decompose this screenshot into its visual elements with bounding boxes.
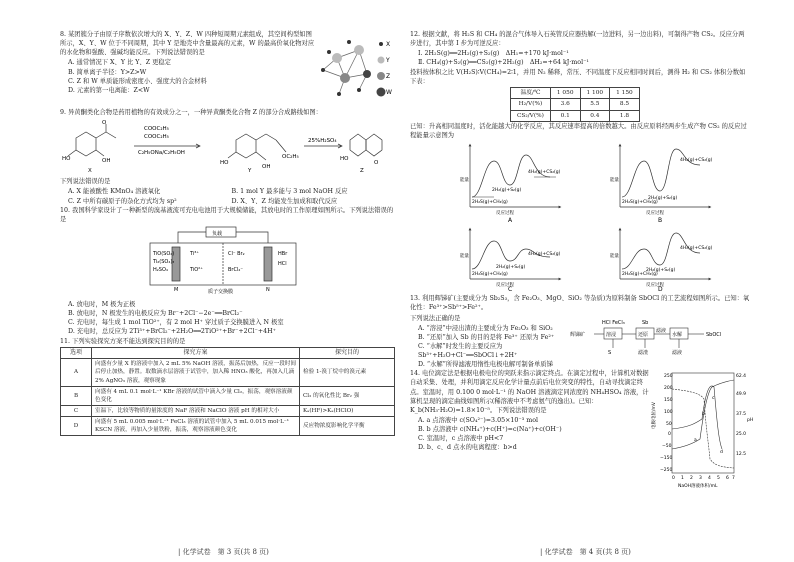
q14-xtick-7: 7 <box>732 476 735 482</box>
q12-cell: 0.1 <box>550 110 580 121</box>
q12-cell: H₂/V(%) <box>511 99 551 110</box>
q13-option-b: B. “还原”加入 Sb 的目的是将 Fe³⁺ 还原为 Fe²⁺ <box>418 333 555 341</box>
table-row <box>61 386 395 405</box>
q10-electrode-m: M <box>174 286 179 293</box>
q14-ytick-8: −250 <box>660 468 673 474</box>
q12-letter-d: D <box>658 286 663 294</box>
q14-ylabel: 电极电位/mV <box>652 402 657 430</box>
q11-table <box>60 347 395 437</box>
q8-option-a: A. 通常情况下 X、Y 比 Y、Z 更稳定 <box>68 59 171 67</box>
right-page <box>410 30 754 493</box>
q13-option-a: A. “溶浸”中浸出渣的主要成分为 Fe₂O₃ 和 SiO₂ <box>418 324 553 332</box>
q13-bottom-3: 滤液 <box>672 349 683 356</box>
q9-reagent-2: 25%H₂SO₄ <box>308 138 337 145</box>
q14-xtick-3: 3 <box>699 476 702 482</box>
q12-c-ylabel: 能量 <box>460 254 469 260</box>
q11-cell: 向盛有 4 mL 0.1 mol·L⁻¹ KBr 溶液的试管中滴入少量 Cl₂，振荡，观察溶液颜色变化 <box>92 386 300 405</box>
q13-bottom-2: 滤渣 <box>638 349 649 356</box>
q12-c-state-c: 2H₂(g)+S₂(g) <box>496 265 526 271</box>
q9-option-a: A. X 能被酸性 KMnO₄ 溶液氧化 <box>68 188 161 196</box>
q9-option-d: D. X、Y、Z 均能发生加成和取代反应 <box>231 197 338 205</box>
q12-cell: 8.5 <box>610 99 640 110</box>
q9-option-b: B. 1 mol Y 最多能与 3 mol NaOH 反应 <box>231 188 348 196</box>
q12-d-state-b: 4H₂(g)+CS₂(g) <box>680 246 713 252</box>
svg-text:Ti₂(SO₄)₃: Ti₂(SO₄)₃ <box>153 258 175 265</box>
q8-stem: 8. 某团簇分子由原子序数依次增大的 X、Y、Z、W 四种短周期元素组成，其空间构型如图所示，X、Y、W 位于不同周期，其中 Y 是地壳中含量最高的元素，W 的最高价氧化物对应的水化物和强酸、强碱均能反应。下列说法错误的是 <box>60 31 315 57</box>
q14-y2tick-3: 25.0 <box>736 432 747 438</box>
q11-header-option: 选项 <box>61 347 92 359</box>
q14-ytick-3: 100 <box>664 410 673 416</box>
q10-option-c: C. 充电时，每生成 1 mol TiO²⁺，有 2 mol H⁺ 穿过质子交换膜进入 N 极室 <box>68 319 284 327</box>
q14-ytick-5: 0 <box>668 432 671 438</box>
svg-text:HO: HO <box>62 156 71 163</box>
q11-cell: 检验 1-溴丁烷中的溴元素 <box>300 359 395 386</box>
q14-ytick-4: 50 <box>666 422 672 428</box>
q14-xtick-6: 6 <box>726 476 729 482</box>
q13-flow-product: SbOCl <box>706 331 722 338</box>
q13-option-d: D. “水解”所得滤液用惰性电极电解可制备单质锑 <box>418 361 553 369</box>
q12-cell: 温度/℃ <box>511 87 551 98</box>
q9-synthesis-route-figure <box>60 118 395 174</box>
q9-reagent-1b: COOC₂H₅ <box>144 134 169 141</box>
q14-ytick-1: 200 <box>664 386 673 392</box>
q13-process-flowchart <box>570 314 750 356</box>
q14-ytick-2: 150 <box>664 398 673 404</box>
q10-option-d: D. 充电时，总反应为 2Ti³⁺+BrCl₂⁻+2H₂O══2TiO²⁺+Br⁻+2Cl⁻+4H⁺ <box>68 328 276 336</box>
svg-text:HO: HO <box>220 160 229 167</box>
q14-y2tick-2: 37.5 <box>736 412 747 418</box>
q14-y2tick-1: 49.9 <box>736 392 747 398</box>
q12-letter-a: A <box>508 217 513 225</box>
q12-cell: 1 050 <box>550 87 580 98</box>
svg-text:Ti³⁺: Ti³⁺ <box>190 250 199 257</box>
q13-flow-hydrolysis: 水解 <box>672 331 683 338</box>
left-page-footer: | 化学试卷 第 3 页(共 8 页) <box>178 548 269 556</box>
q14-point-b: b <box>702 412 705 418</box>
q11-cell: C <box>61 405 92 416</box>
q13-flow-filtrate: 滤液 <box>656 327 667 334</box>
table-row <box>61 416 395 435</box>
q12-b-ylabel: 能量 <box>610 178 619 184</box>
q12-a-ylabel: 能量 <box>460 178 469 184</box>
q9-reagent-1c: C₂H₅ONa/C₂H₅OH <box>138 150 185 157</box>
left-page <box>60 30 395 436</box>
q14-option-c: C. 室温时，c 点溶液中 pH<7 <box>418 435 504 443</box>
q13-reagent-leach: HCl FeCl₃ <box>602 319 625 326</box>
svg-text:HBr: HBr <box>278 250 288 257</box>
q14-xtick-2: 2 <box>690 476 693 482</box>
q14-ytick-6: −50 <box>662 444 672 450</box>
question-10 <box>60 206 395 337</box>
q14-titration-plot <box>650 369 754 493</box>
q12-graph-d <box>610 229 713 293</box>
svg-text:OH: OH <box>262 164 271 171</box>
q14-option-d: D. b、c、d 点水的电离程度：b>d <box>418 444 517 452</box>
q9-reagent-1a: COOC₂H₅ <box>144 126 169 133</box>
q9-label-x: X <box>88 168 92 175</box>
q14-y2tick-4: 12.5 <box>736 452 747 458</box>
q12-graph-a <box>460 145 561 224</box>
q12-c-state-b: 4H₂(g)+CS₂(g) <box>528 252 561 258</box>
q12-a-state-b: 4H₂(g)+CS₂(g) <box>528 170 561 176</box>
q11-cell: 室温下，比较等物质的量浓度的 NaF 溶液和 NaClO 溶液 pH 的相对大小 <box>92 405 300 416</box>
q13-stem: 13. 利用辉锑矿(主要成分为 Sb₂S₃，含 Fe₂O₃、MgO、SiO₂ 等杂质)为原料制备 SbOCl 的工艺流程如图所示。已知：氧化性：Fe³⁺>Sb⁵⁺>Fe²⁺。 <box>410 295 750 312</box>
q11-cell: Cl₂ 的氧化性比 Br₂ 强 <box>300 386 395 405</box>
q12-a-state-a: 2H₂S(g)+CH₄(g) <box>472 200 508 206</box>
q8-option-b: B. 简单离子半径：Y>Z>W <box>68 68 147 76</box>
svg-text:Cl⁻ Br₂: Cl⁻ Br₂ <box>228 250 245 257</box>
q12-d-state-a: 2H₂S(g)+CH₄(g) <box>622 272 658 278</box>
q9-ask: 下列说法错误的是 <box>60 178 111 186</box>
q12-known: 已知：升高相同温度时，活化能越大的化学反应，其反应速率提高的倍数越大。由反应原料经两步生成产物 CS₂ 的反应过程能量示意图为 <box>410 122 747 140</box>
q12-reaction-2: Ⅱ. CH₄(g)+S₂(g)══CS₂(g)+2H₂(g) ΔH₂=+64 kJ·mol⁻¹ <box>418 59 589 67</box>
q11-cell: 反应物浓度影响化学平衡 <box>300 416 395 435</box>
q14-ytick-0: 250 <box>664 374 673 380</box>
q14-y2tick-0: 62.4 <box>736 374 747 380</box>
q12-c-xlabel: 反应过程 <box>496 283 514 289</box>
q12-cell: 1 150 <box>610 87 640 98</box>
q12-description: 投料按体积之比 V(H₂S)∶V(CH₄)=2∶1，并用 N₂ 稀释，常压、不同温度下反应相同时间后，测得 H₂ 和 CS₂ 体积分数如下表： <box>410 68 746 85</box>
q12-stem: 12. 根据文献，将 H₂S 和 CH₄ 的混合气体导入石英管反应器热解(一边进料，另一边出料)，可制得产物 CS₂。反应分两步进行，其中第 I 步为可逆反应： <box>410 31 745 48</box>
q10-option-a: A. 放电时，M 极为正极 <box>68 301 136 308</box>
q12-graph-c <box>460 229 561 293</box>
q13-flow-ore: 辉锑矿 <box>570 331 586 338</box>
svg-text:BrCl₂⁻: BrCl₂⁻ <box>228 266 244 273</box>
q8-cluster-structure-figure <box>315 30 395 108</box>
svg-text:TiO(SO₄): TiO(SO₄) <box>153 250 175 257</box>
svg-text:HO: HO <box>340 156 349 163</box>
q12-cell: 1 100 <box>580 87 610 98</box>
q12-cell: 3.6 <box>550 99 580 110</box>
q14-y2label: pH <box>747 418 754 424</box>
q14-xtick-1: 1 <box>681 476 684 482</box>
question-13 <box>410 294 750 369</box>
q8-option-d: D. 元素的第一电离能：Z<W <box>68 86 150 94</box>
q11-cell: D <box>61 416 92 435</box>
q12-energy-graphs <box>410 141 750 294</box>
svg-text:O: O <box>374 160 379 167</box>
q12-c-state-a: 2H₂S(g)+CH₄(g) <box>472 272 508 278</box>
q9-option-c: C. Z 中所有碳原子的杂化方式均为 sp² <box>68 197 177 205</box>
question-11 <box>60 337 395 437</box>
svg-text:O: O <box>102 120 107 127</box>
svg-text:OH: OH <box>102 158 111 165</box>
q10-battery-diagram <box>60 225 395 297</box>
q12-b-state-c: 2H₂(g)+S₂(g) <box>648 196 678 202</box>
q12-d-ylabel: 能量 <box>610 254 619 260</box>
q13-flow-reduce: 还原 <box>638 331 649 338</box>
q8-option-c: C. Z 和 W 单质能形成密度小、强度大的合金材料 <box>68 77 207 85</box>
question-9 <box>60 108 395 206</box>
q11-cell: Kₐ(HF)>Kₐ(HClO) <box>300 405 395 416</box>
q14-ytick-7: −150 <box>660 456 673 462</box>
q9-label-y: Y <box>248 168 252 175</box>
q13-option-c: C. “水解”时发生的主要反应为 Sb³⁺+H₂O+Cl⁻══SbOCl↓+2H⁺ <box>418 342 518 360</box>
svg-text:HCl: HCl <box>278 260 287 267</box>
question-12 <box>410 30 750 294</box>
q14-xlabel: NaOH溶液体积/mL <box>678 484 718 490</box>
q12-b-state-b: 4H₂(g)+CS₂(g) <box>680 158 713 164</box>
q11-cell: 向盛有 5 mL 0.005 mol·L⁻¹ FeCl₃ 溶液的试管中加入 5 mL 0.015 mol·L⁻¹ KSCN 溶液，再加入少量铁粉，振荡，观察溶液颜色变化 <box>92 416 300 435</box>
svg-text:OC₂H₅: OC₂H₅ <box>282 154 299 161</box>
q12-reaction-1: Ⅰ. 2H₂S(g)══2H₂(g)+S₂(g) ΔH₁=+170 kJ·mol⁻¹ <box>418 50 569 58</box>
svg-text:H₂SO₄: H₂SO₄ <box>153 266 168 273</box>
q11-cell: A <box>61 359 92 386</box>
q8-legend-z: Z <box>386 73 391 80</box>
q12-table <box>510 87 640 122</box>
q13-ask: 下列说法正确的是 <box>410 314 461 322</box>
q12-cell: CS₂/V(%) <box>511 110 551 121</box>
q13-flow-leach: 溶浸 <box>606 331 617 338</box>
table-row <box>61 359 395 386</box>
q12-b-xlabel: 反应过程 <box>646 211 664 217</box>
q14-point-d: d <box>720 450 723 456</box>
q14-xtick-5: 5 <box>717 476 720 482</box>
q12-b-state-a: 2H₂S(g)+CH₄(g) <box>622 200 658 206</box>
q12-cell: 0.4 <box>580 110 610 121</box>
q10-electrode-n: N <box>266 286 270 293</box>
svg-text:TiO²⁺: TiO²⁺ <box>190 266 203 273</box>
q12-cell: 1.8 <box>610 110 640 121</box>
q14-xtick-0: 0 <box>672 476 675 482</box>
q10-membrane-label: 质子交换膜 <box>208 288 234 295</box>
table-row <box>511 99 640 110</box>
q14-xtick-4: 4 <box>708 476 711 482</box>
q11-header-purpose: 探究目的 <box>300 347 395 359</box>
q14-stem: 14. 电位滴定法是根据电极电位的突跃来指示滴定终点。在滴定过程中，计算机对数据自动采集、处理，并利用滴定反应化学计量点前后电位突变的特性，自动寻找滴定终点。室温时，用 0.100 0 mol·L⁻¹ 的 NaOH 溶液滴定同浓度的 NH₄HSO₄ 溶液，计算机呈现的滴定曲线如图所示(稀溶液中不考虑氨气的逸出)。已知：K_b(NH₃·H₂O)=1.8×10⁻⁵。下列说法错误的是 <box>410 370 649 414</box>
q14-option-b: B. b 点溶液中 c(NH₄⁺)+c(H⁺)=c(Na⁺)+c(OH⁻) <box>418 426 562 434</box>
q10-option-b: B. 放电时，N 极发生的电极反应为 Br⁻+2Cl⁻−2e⁻══BrCl₂⁻ <box>68 310 243 318</box>
q12-a-xlabel: 反应过程 <box>496 211 514 217</box>
q10-stem: 10. 我国科学家设计了一种新型的溴基液流可充电电池用于大规模储能，其放电时的工作原理如图所示。下列说法错误的是 <box>60 206 394 223</box>
question-8 <box>60 30 395 108</box>
q12-d-state-c: 2H₂(g)+S₂(g) <box>646 268 676 274</box>
q12-cell: 5.5 <box>580 99 610 110</box>
q8-legend-y: Y <box>386 57 390 64</box>
q13-bottom-1: S <box>608 349 612 356</box>
q11-header-plan: 探究方案 <box>92 347 300 359</box>
table-row <box>61 405 395 416</box>
q12-a-state-c: 2H₂(g)+S₂(g) <box>492 188 522 194</box>
q14-option-a: A. a 点溶液中 c(SO₄²⁻)=3.05×10⁻³ mol <box>418 416 538 424</box>
q10-load-label: 负载 <box>212 230 223 237</box>
q11-cell: B <box>61 386 92 405</box>
q14-point-c: c <box>712 396 715 402</box>
question-14 <box>410 369 754 493</box>
q8-legend-w: W <box>386 89 392 96</box>
q8-legend-x: X <box>386 41 391 48</box>
q13-reagent-reduce: Sb <box>642 319 649 326</box>
table-row <box>511 110 640 121</box>
q11-stem: 11. 下列实验探究方案不能达到探究目的的是 <box>60 337 186 345</box>
q9-label-z: Z <box>360 168 364 175</box>
q12-letter-c: C <box>508 286 513 294</box>
q11-cell: 向盛有少量 X 的溶液中加入 2 mL 5% NaOH 溶液，振荡后加热，反应一段时间后停止加热，静置。取数滴水层溶液于试管中，加入稀 HNO₃ 酸化，再加入几滴 2% AgNO₃ 溶液，观察现象 <box>92 359 300 386</box>
right-page-footer: | 化学试卷 第 4 页(共 8 页) <box>540 548 631 556</box>
q12-d-xlabel: 反应过程 <box>646 283 664 289</box>
q12-letter-b: B <box>658 217 663 225</box>
q14-point-a: a <box>694 438 697 444</box>
q12-graph-b <box>610 145 713 224</box>
q9-stem: 9. 异黄酮类化合物是药用植物的有效成分之一，一种异黄酮类化合物 Z 的部分合成路线如图： <box>60 109 322 116</box>
